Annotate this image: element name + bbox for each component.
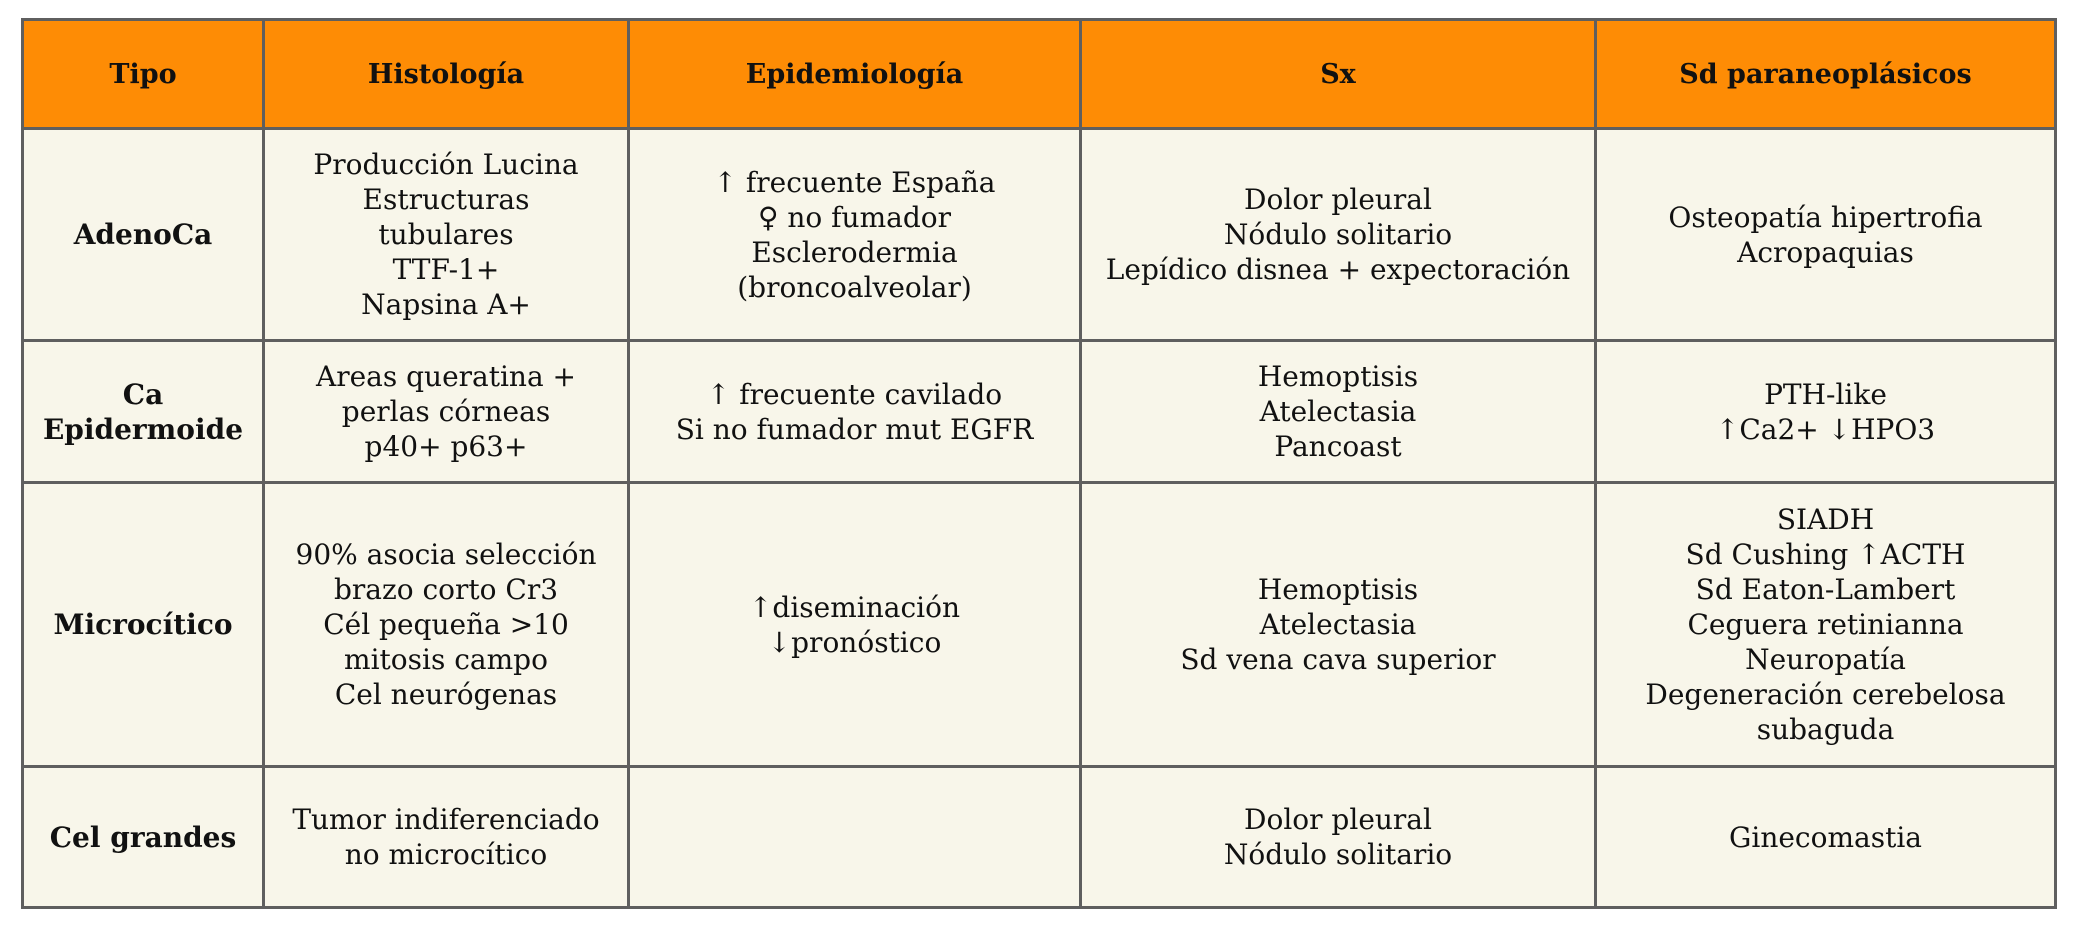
cell-histologia: 90% asocia selección brazo corto Cr3 Cél pequeña >10 mitosis campo Cel neurógenas bbox=[264, 483, 629, 767]
table-row bbox=[23, 483, 2056, 767]
cell-sx: Hemoptisis Atelectasia Sd vena cava superior bbox=[1081, 483, 1596, 767]
cell-epidemiologia bbox=[629, 767, 1081, 908]
cell-sd-paraneoplasicos: Ginecomastia bbox=[1596, 767, 2056, 908]
header-tipo: Tipo bbox=[23, 20, 264, 129]
table-row bbox=[23, 129, 2056, 341]
cell-sd-paraneoplasicos: PTH-like ↑Ca2+ ↓HPO3 bbox=[1596, 341, 2056, 483]
row-label-adenoca: AdenoCa bbox=[23, 129, 264, 341]
header-row bbox=[23, 20, 2056, 129]
cell-sd-paraneoplasicos: SIADH Sd Cushing ↑ACTH Sd Eaton-Lambert Ceguera retinianna Neuropatía Degeneración cerebelosa subaguda bbox=[1596, 483, 2056, 767]
cell-epidemiologia: ↑ frecuente España ♀ no fumador Esclerodermia (broncoalveolar) bbox=[629, 129, 1081, 341]
cell-epidemiologia: ↑diseminación ↓pronóstico bbox=[629, 483, 1081, 767]
row-label-ca-epidermoide: Ca Epidermoide bbox=[23, 341, 264, 483]
cell-sx: Dolor pleural Nódulo solitario bbox=[1081, 767, 1596, 908]
cell-histologia: Tumor indiferenciado no microcítico bbox=[264, 767, 629, 908]
header-epidemiologia: Epidemiología bbox=[629, 20, 1081, 129]
table-row bbox=[23, 767, 2056, 908]
header-sd-paraneoplasicos: Sd paraneoplásicos bbox=[1596, 20, 2056, 129]
cell-sx: Dolor pleural Nódulo solitario Lepídico disnea + expectoración bbox=[1081, 129, 1596, 341]
lung-cancer-table bbox=[21, 18, 2057, 909]
header-sx: Sx bbox=[1081, 20, 1596, 129]
header-histologia: Histología bbox=[264, 20, 629, 129]
cell-histologia: Areas queratina + perlas córneas p40+ p63+ bbox=[264, 341, 629, 483]
row-label-microcitico: Microcítico bbox=[23, 483, 264, 767]
table-row bbox=[23, 341, 2056, 483]
cell-histologia: Producción Lucina Estructuras tubulares TTF-1+ Napsina A+ bbox=[264, 129, 629, 341]
cell-sd-paraneoplasicos: Osteopatía hipertrofia Acropaquias bbox=[1596, 129, 2056, 341]
cell-sx: Hemoptisis Atelectasia Pancoast bbox=[1081, 341, 1596, 483]
cell-epidemiologia: ↑ frecuente cavilado Si no fumador mut EGFR bbox=[629, 341, 1081, 483]
row-label-cel-grandes: Cel grandes bbox=[23, 767, 264, 908]
